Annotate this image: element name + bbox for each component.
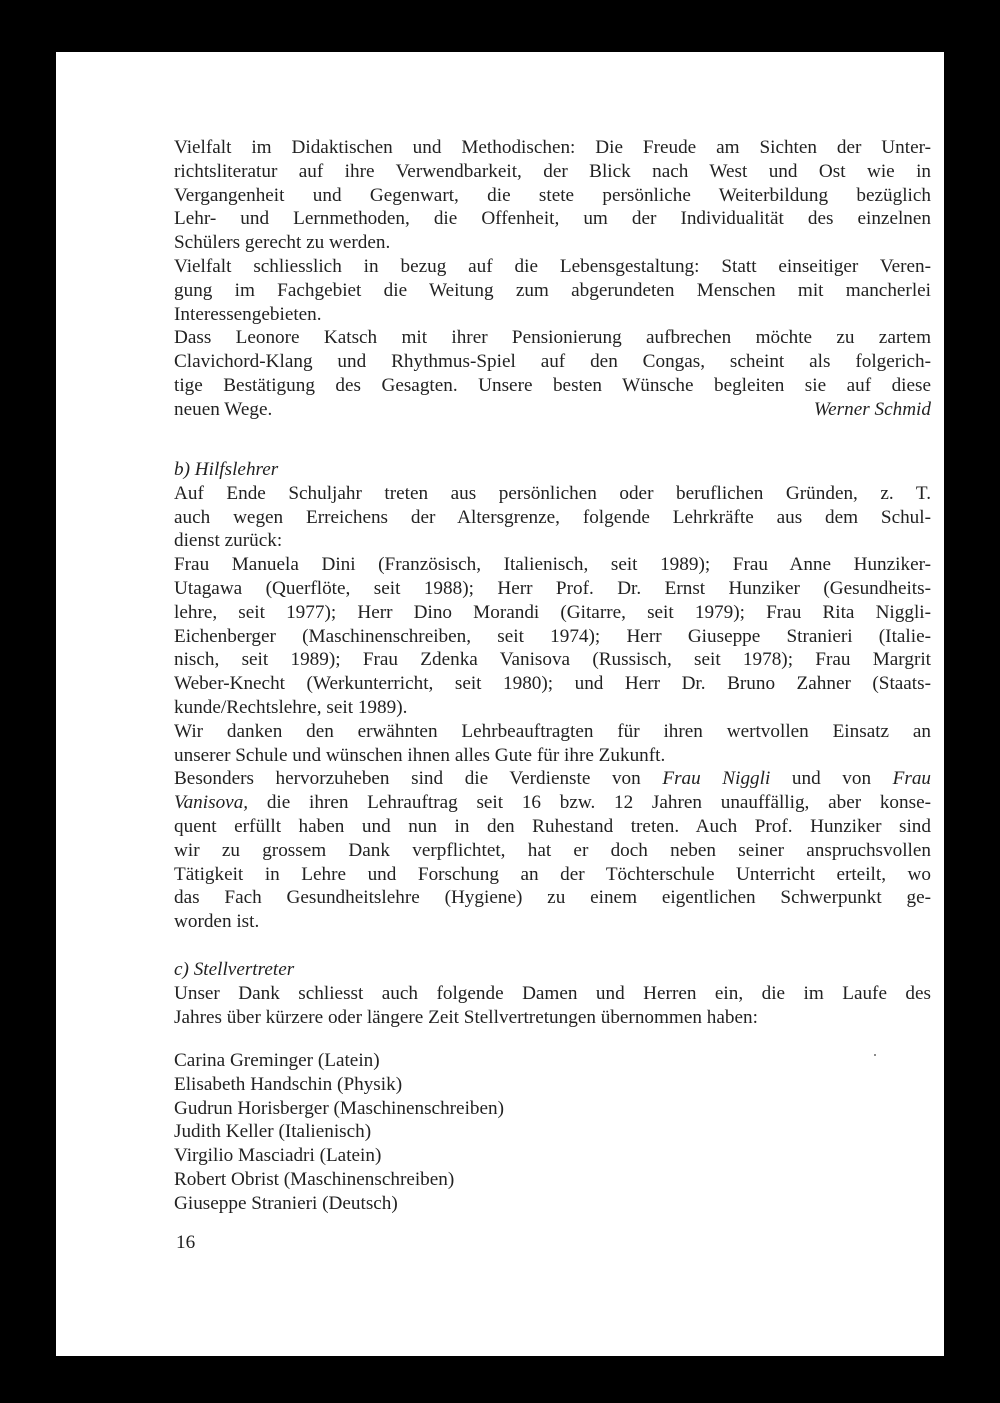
text-line: tige Bestätigung des Gesagten. Unsere besten Wünsche begleiten sie auf diese [174,374,931,396]
text-line: Wir danken den erwähnten Lehrbeauftragten für ihren wertvollen Einsatz an [174,720,931,742]
text-line: quent erfüllt haben und nun in den Ruhestand treten. Auch Prof. Hunziker sind [174,815,931,837]
text-line: kunde/Rechtslehre, seit 1989). [174,696,408,718]
text-line: auch wegen Erreichens der Altersgrenze, folgende Lehrkräfte aus dem Schul- [174,506,931,528]
text-line: worden ist. [174,911,260,933]
text-line: Jahres über kürzere oder längere Zeit Stellvertretungen übernommen haben: [174,1006,758,1028]
text-line: Schülers gerecht zu werden. [174,232,391,254]
signature: Werner Schmid [813,398,931,420]
text-line-with-signature [174,398,931,422]
list-item: Elisabeth Handschin (Physik) [174,1073,403,1095]
list-item: Judith Keller (Italienisch) [174,1121,372,1143]
page-number: 16 [176,1232,196,1253]
section-a-text [174,136,931,422]
text-line: Unser Dank schliesst auch folgende Damen und Herren ein, die im Laufe des [174,982,931,1004]
text-line: Interessengebieten. [174,303,322,325]
text-line: Vielfalt schliesslich in bezug auf die Lebensgestaltung: Statt einseitiger Veren- [174,255,931,277]
list-item: Robert Obrist (Maschinenschreiben) [174,1168,455,1190]
text-line: neuen Wege. [174,398,273,420]
text-line: Utagawa (Querflöte, seit 1988); Herr Prof. Dr. Ernst Hunziker (Gesundheits- [174,577,931,599]
text-line: unserer Schule und wünschen ihnen alles Gute für ihre Zukunft. [174,744,666,766]
text-line: gung im Fachgebiet die Weitung zum abgerundeten Menschen mit mancherlei [174,279,931,301]
section-c-heading: c) Stellvertreter [174,959,295,980]
text-line [174,791,931,815]
list-item: Virgilio Masciadri (Latein) [174,1145,382,1167]
name-frau: Frau [892,768,932,790]
text-line: Vergangenheit und Gegenwart, die stete persönliche Weiterbildung bezüglich [174,184,931,206]
text-line: lehre, seit 1977); Herr Dino Morandi (Gitarre, seit 1979); Frau Rita Niggli- [174,601,931,623]
text-line: Dass Leonore Katsch mit ihrer Pensionierung aufbrechen möchte zu zartem [174,327,931,349]
text-line: Frau Manuela Dini (Französisch, Italienisch, seit 1989); Frau Anne Hunziker- [174,554,931,576]
text-line: nisch, seit 1989); Frau Zdenka Vanisova (Russisch, seit 1978); Frau Margrit [174,649,931,671]
section-b-text [174,458,931,934]
text-line: das Fach Gesundheitslehre (Hygiene) zu einem eigentlichen Schwerpunkt ge- [174,887,931,909]
text-line: Auf Ende Schuljahr treten aus persönlichen oder beruflichen Gründen, z. T. [174,482,931,504]
text-fragment: Besonders hervorzuheben sind die Verdienste von [174,768,663,790]
text-line: Lehr- und Lernmethoden, die Offenheit, um der Individualität des einzelnen [174,208,931,230]
text-line [174,767,931,791]
document-page [56,52,944,1356]
text-line: Weber-Knecht (Werkunterricht, seit 1980); und Herr Dr. Bruno Zahner (Staats- [174,673,931,695]
text-fragment: die ihren Lehrauftrag seit 16 bzw. 12 Jahren unauffällig, aber konse- [248,792,931,814]
text-line: dienst zurück: [174,530,283,552]
text-line: richtsliteratur auf ihre Verwendbarkeit, der Blick nach West und Ost wie in [174,160,931,182]
section-b-heading: b) Hilfslehrer [174,459,279,480]
section-c-text [174,958,931,1029]
text-line: Clavichord-Klang und Rhythmus-Spiel auf den Congas, scheint als folgerich- [174,351,931,373]
text-fragment: und von [770,768,893,790]
text-line: Vielfalt im Didaktischen und Methodischen: Die Freude am Sichten der Unter- [174,137,931,158]
substitutes-list [174,1049,931,1216]
list-item: Gudrun Horisberger (Maschinenschreiben) [174,1097,504,1119]
name-niggli: Frau Niggli [662,768,771,790]
list-item: Carina Greminger (Latein) [174,1050,380,1071]
speck [874,1054,876,1056]
name-vanisova: Vanisova, [174,792,249,814]
list-item: Giuseppe Stranieri (Deutsch) [174,1192,398,1214]
text-line: Tätigkeit in Lehre und Forschung an der Töchterschule Unterricht erteilt, wo [174,863,931,885]
text-line: wir zu grossem Dank verpflichtet, hat er doch neben seiner anspruchsvollen [174,839,931,861]
text-line: Eichenberger (Maschinenschreiben, seit 1974); Herr Giuseppe Stranieri (Italie- [174,625,931,647]
